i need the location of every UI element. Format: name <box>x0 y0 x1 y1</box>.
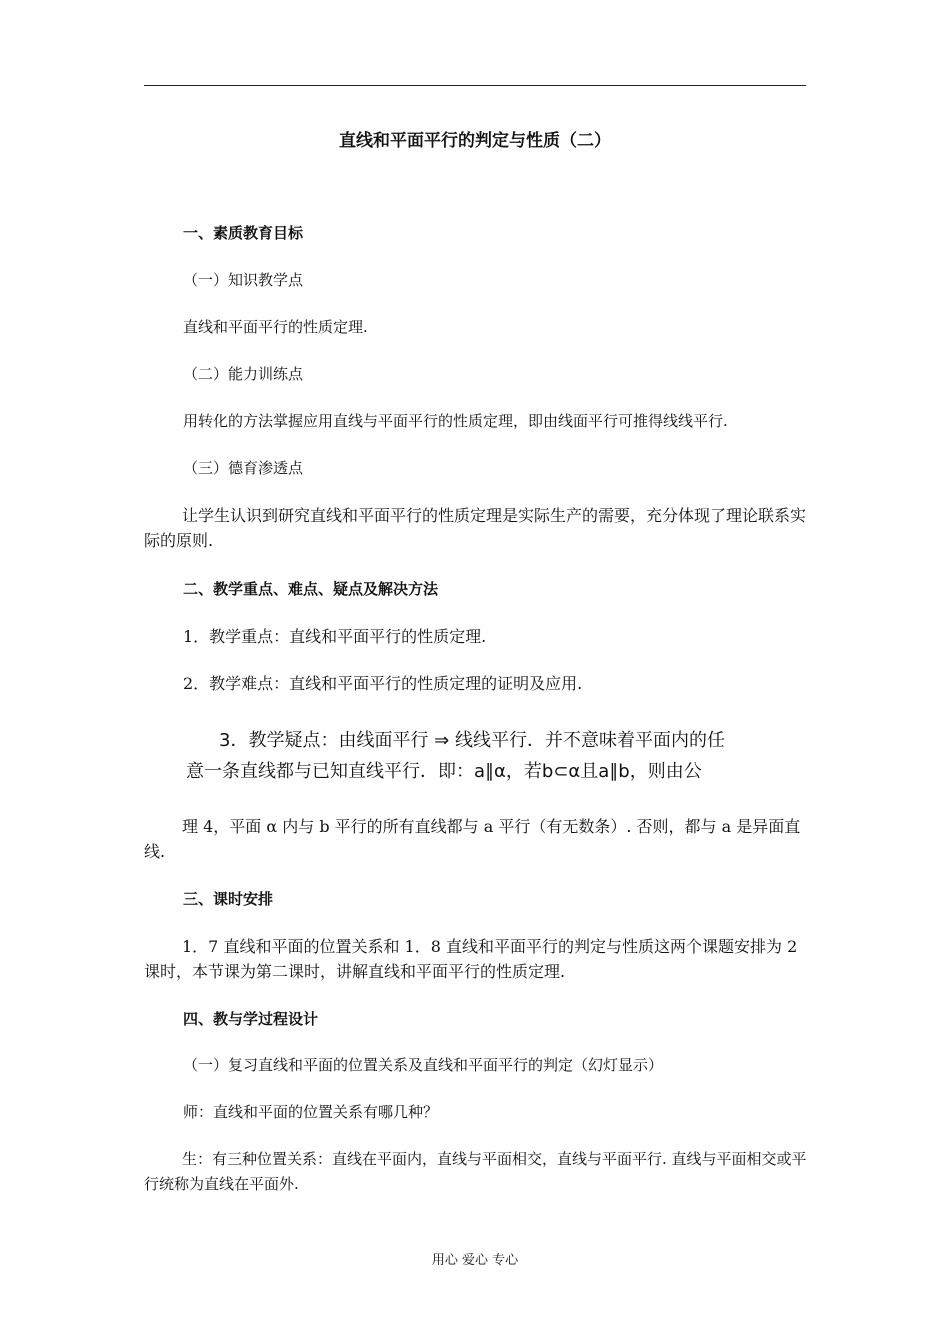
section-2-item-3-line-2: 意一条直线都与已知直线平行．即：a∥α，若b⊂α且a∥b，则由公 <box>186 761 702 782</box>
section-4-heading: 四、教与学过程设计 <box>183 1010 319 1028</box>
section-1-text-1: 直线和平面平行的性质定理. <box>183 318 368 336</box>
student-answer: 生：有三种位置关系：直线在平面内，直线与平面相交，直线与平面平行. 直线与平面相交或平行统称为直线在平面外. <box>144 1150 807 1193</box>
section-2-item-2: 2．教学难点：直线和平面平行的性质定理的证明及应用. <box>183 674 583 693</box>
section-4-sub-1: （一）复习直线和平面的位置关系及直线和平面平行的判定（幻灯显示） <box>183 1056 664 1074</box>
section-2-item-3-continuation: 理 4，平面 α 内与 b 平行的所有直线都与 a 平行（有无数条）. 否则，都与 a 是异面直线. <box>144 817 801 861</box>
section-1-heading: 一、素质教育目标 <box>183 224 304 242</box>
section-3-text: 1．7 直线和平面的位置关系和 1．8 直线和平面平行的判定与性质这两个课题安排为 2 课时，本节课为第二课时，讲解直线和平面平行的性质定理. <box>144 937 798 981</box>
header-rule <box>144 85 806 86</box>
section-1-sub-2: （二）能力训练点 <box>183 365 304 383</box>
section-2-heading: 二、教学重点、难点、疑点及解决方法 <box>183 580 439 598</box>
section-1-text-3: 让学生认识到研究直线和平面平行的性质定理是实际生产的需要，充分体现了理论联系实际的原则. <box>144 506 807 550</box>
teacher-question: 师：直线和平面的位置关系有哪几种？ <box>183 1103 439 1121</box>
section-1-text-2: 用转化的方法掌握应用直线与平面平行的性质定理，即由线面平行可推得线线平行. <box>183 412 728 430</box>
page-title: 直线和平面平行的判定与性质（二） <box>339 131 611 151</box>
section-2-item-3-line-1: 3．教学疑点：由线面平行 ⇒ 线线平行．并不意味着平面内的任 <box>219 730 725 751</box>
section-3-heading: 三、课时安排 <box>183 890 274 908</box>
section-2-item-1: 1．教学重点：直线和平面平行的性质定理. <box>183 627 487 646</box>
section-1-sub-1: （一）知识教学点 <box>183 271 304 289</box>
page-footer: 用心 爱心 专心 <box>431 1253 519 1268</box>
section-1-sub-3: （三）德育渗透点 <box>183 459 304 477</box>
